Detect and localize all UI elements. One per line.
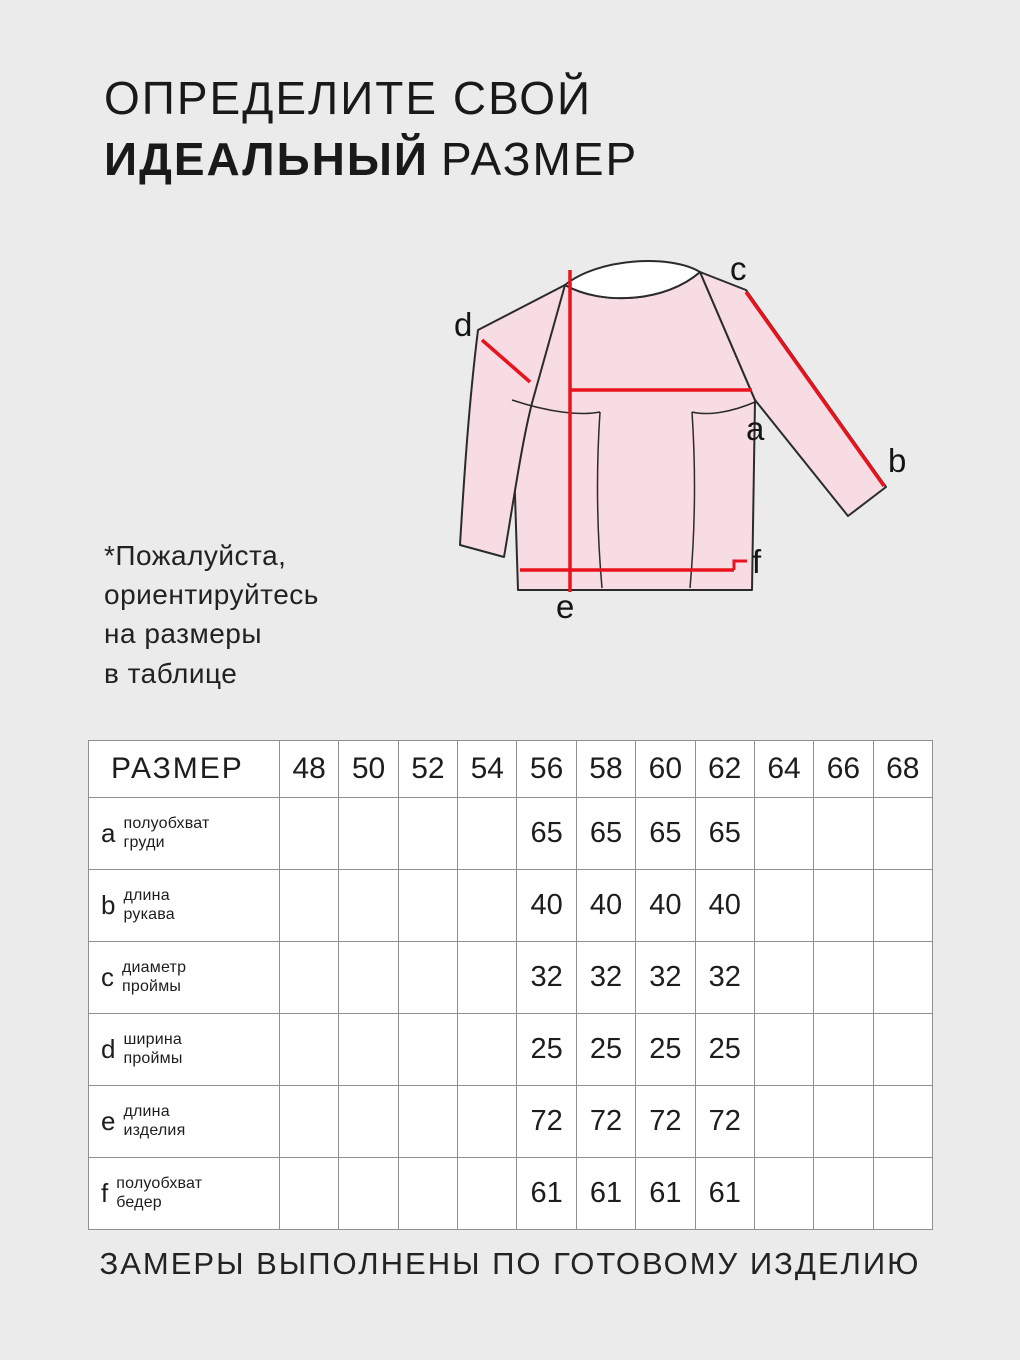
- size-value-cell: [398, 1086, 457, 1158]
- size-value-cell: [873, 1086, 932, 1158]
- size-value-cell: [814, 1086, 873, 1158]
- header-size-56: 56: [517, 741, 576, 798]
- note-line: на размеры: [104, 618, 263, 650]
- size-value-cell: [280, 870, 339, 942]
- measure-name: длина рукава: [123, 886, 175, 923]
- size-value-cell: [754, 1158, 813, 1230]
- measure-letter: c: [101, 962, 114, 992]
- size-value-cell: [339, 942, 398, 1014]
- measure-label-cell: [89, 942, 280, 1014]
- size-value-cell: [398, 870, 457, 942]
- size-value-cell: [814, 942, 873, 1014]
- table-row-d: [89, 1014, 933, 1086]
- size-value-cell: [280, 1158, 339, 1230]
- measure-letter: d: [101, 1034, 116, 1064]
- measure-letter: a: [101, 818, 116, 848]
- header-size-52: 52: [398, 741, 457, 798]
- size-value-cell: [814, 1158, 873, 1230]
- measure-label-cell: [89, 1086, 280, 1158]
- size-value-cell: [754, 1086, 813, 1158]
- footer-text: ЗАМЕРЫ ВЫПОЛНЕНЫ ПО ГОТОВОМУ ИЗДЕЛИЮ: [99, 1246, 921, 1281]
- size-value-cell: [280, 798, 339, 870]
- size-value-cell: 65: [517, 798, 576, 870]
- size-value-cell: 40: [517, 870, 576, 942]
- size-value-cell: [873, 870, 932, 942]
- size-value-cell: [280, 1014, 339, 1086]
- note-line: *Пожалуйста,: [104, 540, 287, 571]
- size-value-cell: [873, 1014, 932, 1086]
- measure-label-e: e: [556, 588, 575, 625]
- measure-label-cell: [89, 1158, 280, 1230]
- size-table: [88, 740, 933, 1230]
- size-value-cell: [398, 798, 457, 870]
- table-row-a: [89, 798, 933, 870]
- header-size-54: 54: [458, 741, 517, 798]
- size-value-cell: 32: [636, 942, 695, 1014]
- size-value-cell: [339, 798, 398, 870]
- size-value-cell: 65: [576, 798, 635, 870]
- measure-label-a: a: [746, 410, 765, 447]
- title-line1: ОПРЕДЕЛИТЕ СВОЙ: [104, 72, 593, 124]
- size-value-cell: [754, 942, 813, 1014]
- size-value-cell: 61: [695, 1158, 754, 1230]
- size-value-cell: 65: [695, 798, 754, 870]
- measure-letter: f: [101, 1178, 109, 1208]
- garment-measurement-diagram: [440, 240, 920, 640]
- size-value-cell: [458, 1086, 517, 1158]
- size-value-cell: [873, 1158, 932, 1230]
- size-value-cell: 72: [636, 1086, 695, 1158]
- size-value-cell: [754, 1014, 813, 1086]
- size-value-cell: 61: [517, 1158, 576, 1230]
- size-table-body: [89, 798, 933, 1230]
- note-line: ориентируйтесь: [104, 579, 319, 611]
- size-value-cell: [814, 1014, 873, 1086]
- size-value-cell: 25: [695, 1014, 754, 1086]
- measure-name: полуобхват бедер: [116, 1174, 203, 1211]
- title-rest-word: РАЗМЕР: [440, 132, 639, 185]
- header-size-66: 66: [814, 741, 873, 798]
- size-value-cell: 65: [636, 798, 695, 870]
- size-value-cell: [814, 798, 873, 870]
- title-bold-word: ИДЕАЛЬНЫЙ: [104, 132, 429, 185]
- size-value-cell: [339, 1086, 398, 1158]
- size-value-cell: [458, 798, 517, 870]
- size-value-cell: [339, 1158, 398, 1230]
- size-value-cell: [280, 942, 339, 1014]
- header-size-68: 68: [873, 741, 932, 798]
- size-value-cell: 40: [695, 870, 754, 942]
- size-table-header-row: [89, 741, 933, 798]
- size-value-cell: 72: [517, 1086, 576, 1158]
- garment-illustration: [440, 240, 920, 640]
- size-value-cell: [458, 870, 517, 942]
- size-value-cell: [339, 1014, 398, 1086]
- size-value-cell: [458, 1014, 517, 1086]
- size-value-cell: 25: [636, 1014, 695, 1086]
- size-value-cell: [458, 942, 517, 1014]
- measure-label-cell: [89, 798, 280, 870]
- measure-letter: b: [101, 890, 116, 920]
- size-value-cell: [398, 1014, 457, 1086]
- size-value-cell: 25: [576, 1014, 635, 1086]
- measure-label-cell: [89, 1014, 280, 1086]
- size-value-cell: 61: [576, 1158, 635, 1230]
- size-value-cell: [873, 942, 932, 1014]
- size-value-cell: [814, 870, 873, 942]
- size-value-cell: 32: [517, 942, 576, 1014]
- size-value-cell: 72: [695, 1086, 754, 1158]
- header-size-58: 58: [576, 741, 635, 798]
- table-row-b: [89, 870, 933, 942]
- measure-name: ширина проймы: [123, 1030, 183, 1067]
- size-value-cell: [398, 1158, 457, 1230]
- title-line2: [104, 129, 638, 190]
- size-value-cell: [339, 870, 398, 942]
- page-title: [104, 68, 638, 189]
- measure-label-f: f: [752, 543, 762, 580]
- table-row-e: [89, 1086, 933, 1158]
- header-size-64: 64: [754, 741, 813, 798]
- measure-name: длина изделия: [123, 1102, 186, 1139]
- measure-name: полуобхват груди: [123, 814, 210, 851]
- note-line: в таблице: [104, 657, 238, 689]
- table-row-f: [89, 1158, 933, 1230]
- size-value-cell: 40: [636, 870, 695, 942]
- size-value-cell: [458, 1158, 517, 1230]
- size-value-cell: 25: [517, 1014, 576, 1086]
- header-size-label: РАЗМЕР: [89, 741, 280, 798]
- header-size-62: 62: [695, 741, 754, 798]
- measure-letter: e: [101, 1106, 116, 1136]
- header-size-48: 48: [280, 741, 339, 798]
- note-text: [104, 536, 319, 693]
- measure-label-cell: [89, 870, 280, 942]
- size-value-cell: 72: [576, 1086, 635, 1158]
- size-value-cell: 32: [695, 942, 754, 1014]
- measure-label-b: b: [888, 442, 907, 479]
- size-value-cell: [873, 798, 932, 870]
- size-value-cell: 61: [636, 1158, 695, 1230]
- header-size-50: 50: [339, 741, 398, 798]
- size-value-cell: [398, 942, 457, 1014]
- size-value-cell: [280, 1086, 339, 1158]
- size-value-cell: 32: [576, 942, 635, 1014]
- size-value-cell: [754, 870, 813, 942]
- size-value-cell: 40: [576, 870, 635, 942]
- measure-label-d: d: [454, 306, 473, 343]
- measure-name: диаметр проймы: [122, 958, 187, 995]
- header-size-60: 60: [636, 741, 695, 798]
- measure-label-c: c: [730, 250, 747, 287]
- size-value-cell: [754, 798, 813, 870]
- table-row-c: [89, 942, 933, 1014]
